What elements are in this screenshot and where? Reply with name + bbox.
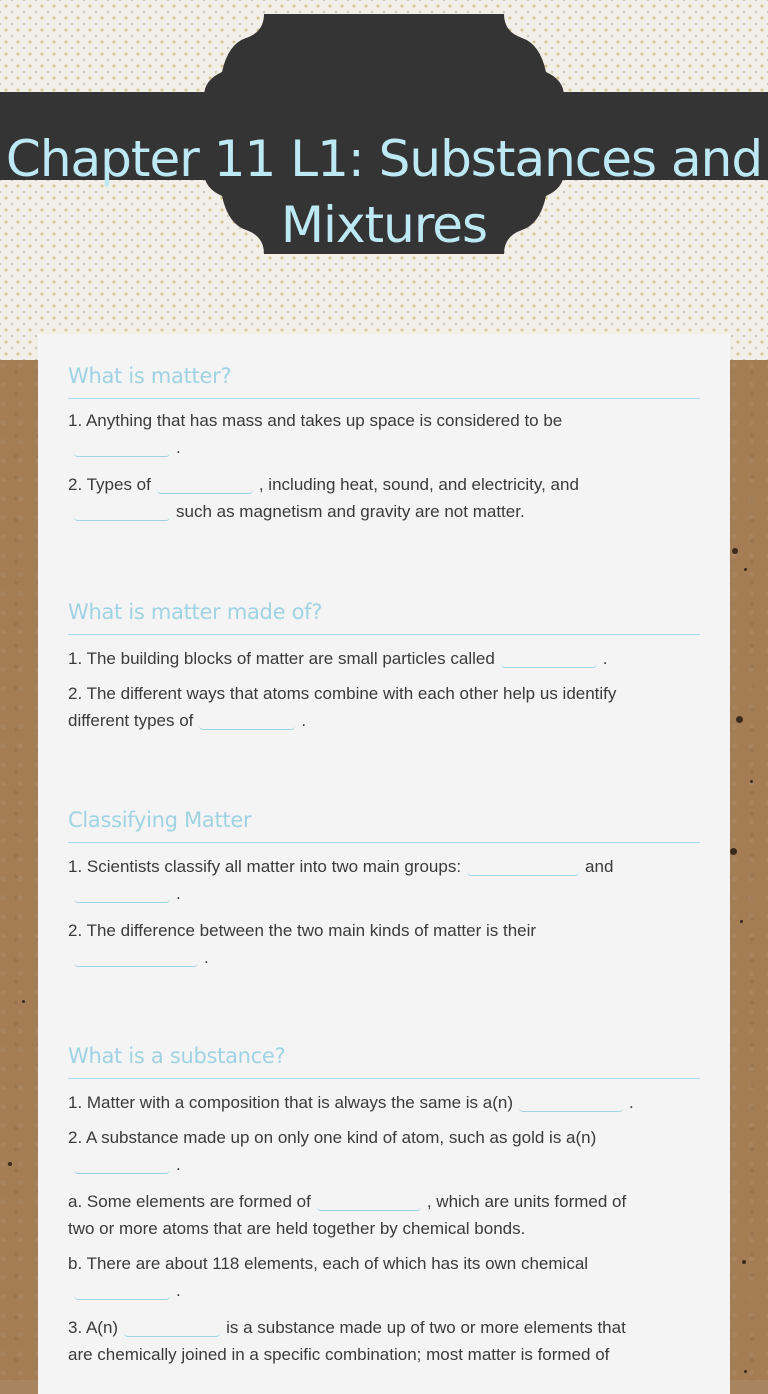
question-1: 1. Matter with a composition that is always the same is a(n) . <box>68 1093 634 1112</box>
section-what-is-a-substance <box>68 1044 700 1368</box>
answer-blank[interactable] <box>74 946 198 967</box>
answer-blank[interactable] <box>199 709 295 730</box>
worksheet-card <box>38 334 730 1394</box>
answer-blank[interactable] <box>74 1279 170 1300</box>
section-what-is-matter-made-of <box>68 600 700 734</box>
question-3: 3. A(n) is a substance made up of two or more elements that are chemically joined in a specific combination; most matter is formed of <box>68 1318 626 1364</box>
answer-blank[interactable] <box>501 647 597 668</box>
answer-blank[interactable] <box>74 436 170 457</box>
answer-blank[interactable] <box>157 473 253 494</box>
section-heading: What is a substance? <box>68 1044 700 1079</box>
question-2a: a. Some elements are formed of , which are units formed of two or more atoms that are held together by chemical bonds. <box>68 1192 627 1238</box>
section-heading: Classifying Matter <box>68 808 700 843</box>
section-heading: What is matter? <box>68 364 700 399</box>
question-1: 1. Scientists classify all matter into two main groups: and . <box>68 857 614 903</box>
answer-blank[interactable] <box>74 500 170 521</box>
section-classifying-matter <box>68 808 700 971</box>
question-2: 2. A substance made up on only one kind of atom, such as gold is a(n) . <box>68 1128 597 1174</box>
answer-blank[interactable] <box>74 882 170 903</box>
answer-blank[interactable] <box>74 1153 170 1174</box>
page-title: Chapter 11 L1: Substances and Mixtures <box>5 130 763 254</box>
answer-blank[interactable] <box>124 1316 220 1337</box>
answer-blank[interactable] <box>519 1091 623 1112</box>
question-1: 1. The building blocks of matter are small particles called . <box>68 649 608 668</box>
section-heading: What is matter made of? <box>68 600 700 635</box>
question-2: 2. The difference between the two main kinds of matter is their . <box>68 921 537 967</box>
question-2: 2. Types of , including heat, sound, and electricity, and such as magnetism and gravity are not matter. <box>68 475 579 521</box>
answer-blank[interactable] <box>317 1190 421 1211</box>
answer-blank[interactable] <box>467 855 579 876</box>
question-2b: b. There are about 118 elements, each of which has its own chemical . <box>68 1254 589 1300</box>
question-1: 1. Anything that has mass and takes up space is considered to be . <box>68 411 563 457</box>
question-2: 2. The different ways that atoms combine with each other help us identify different types of . <box>68 684 617 730</box>
section-what-is-matter <box>68 364 700 525</box>
